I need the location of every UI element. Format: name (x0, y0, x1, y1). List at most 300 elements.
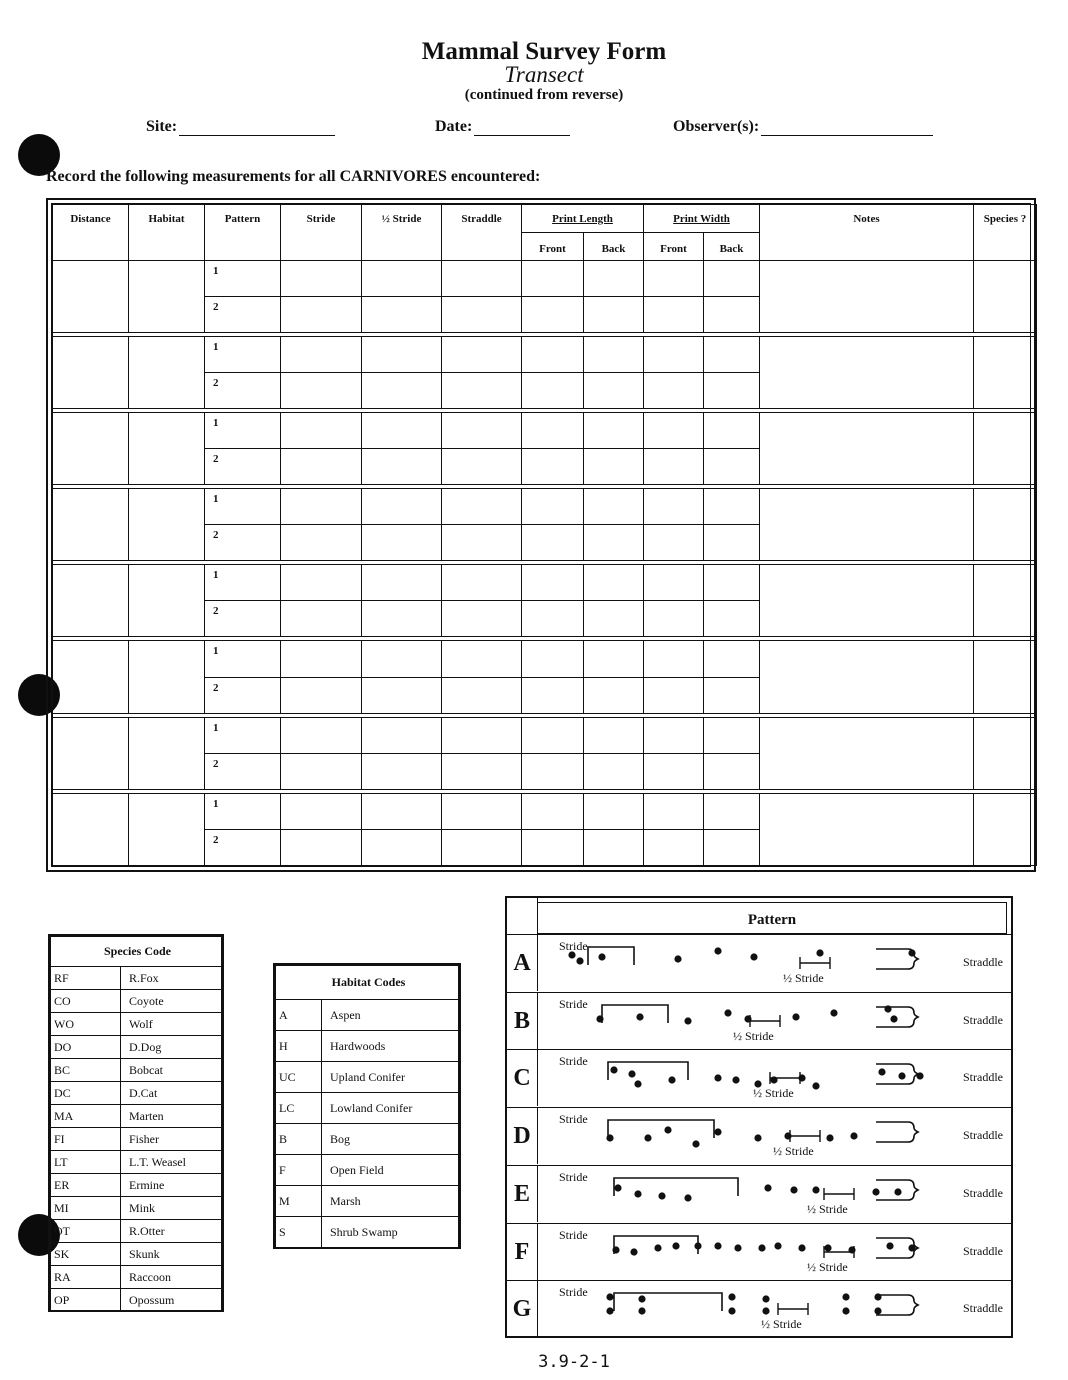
half-stride-cell[interactable] (362, 753, 442, 789)
half-stride-cell[interactable] (362, 337, 442, 373)
track-dot (898, 1073, 905, 1080)
length-front-cell[interactable] (522, 373, 584, 409)
width-back-cell[interactable] (704, 717, 760, 753)
half-stride-cell[interactable] (362, 677, 442, 713)
habitat-cell[interactable] (129, 793, 205, 865)
track-dot (816, 949, 823, 956)
stride-label: Stride (559, 939, 588, 953)
width-front-cell[interactable] (644, 601, 704, 637)
width-front-cell[interactable] (644, 829, 704, 865)
length-front-cell[interactable] (522, 337, 584, 373)
half-stride-label: ½ Stride (733, 1028, 774, 1043)
track-dot (644, 1134, 651, 1141)
stride-cell[interactable] (281, 525, 362, 561)
stride-cell[interactable] (281, 337, 362, 373)
stride-cell[interactable] (281, 261, 362, 297)
half-stride-bracket (800, 957, 830, 969)
species-cell[interactable] (974, 641, 1037, 713)
pattern-row (507, 1280, 1011, 1337)
name-cell: Upland Conifer (322, 1062, 459, 1093)
species-cell[interactable] (974, 337, 1037, 409)
header-pattern: Pattern (205, 205, 281, 261)
track-dot (734, 1244, 741, 1251)
straddle-cell[interactable] (442, 565, 522, 601)
notes-cell[interactable] (760, 717, 974, 789)
code-cell: SK (51, 1243, 121, 1266)
habitat-cell[interactable] (129, 413, 205, 485)
pattern-diagram-table (505, 896, 1013, 1338)
track-dot (878, 1069, 885, 1076)
half-stride-cell[interactable] (362, 565, 442, 601)
stride-cell[interactable] (281, 677, 362, 713)
name-cell: Marten (121, 1105, 222, 1128)
track-dot (714, 1075, 721, 1082)
half-stride-cell[interactable] (362, 641, 442, 677)
name-cell: Bog (322, 1124, 459, 1155)
name-cell: Coyote (121, 990, 222, 1013)
width-front-cell[interactable] (644, 565, 704, 601)
stride-cell[interactable] (281, 373, 362, 409)
track-dot (684, 1194, 691, 1201)
half-stride-cell[interactable] (362, 373, 442, 409)
length-front-cell[interactable] (522, 261, 584, 297)
width-back-cell[interactable] (704, 413, 760, 449)
pattern-cell[interactable] (205, 413, 281, 449)
track-dot (654, 1244, 661, 1251)
name-cell: Marsh (322, 1186, 459, 1217)
stride-label: Stride (559, 996, 588, 1011)
length-back-cell[interactable] (584, 525, 644, 561)
half-stride-bracket (778, 1303, 808, 1315)
width-front-cell[interactable] (644, 261, 704, 297)
straddle-cell[interactable] (442, 413, 522, 449)
straddle-cell[interactable] (442, 717, 522, 753)
distance-cell[interactable] (53, 793, 129, 865)
species-code-row (51, 1197, 222, 1220)
width-back-cell[interactable] (704, 489, 760, 525)
width-back-cell[interactable] (704, 565, 760, 601)
track-dot (894, 1188, 901, 1195)
species-cell[interactable] (974, 717, 1037, 789)
pattern-cell[interactable] (205, 641, 281, 677)
length-front-cell[interactable] (522, 601, 584, 637)
length-back-cell[interactable] (584, 337, 644, 373)
half-stride-cell[interactable] (362, 601, 442, 637)
track-dot (614, 1184, 621, 1191)
distance-cell[interactable] (53, 641, 129, 713)
notes-cell[interactable] (760, 489, 974, 561)
stride-label: Stride (559, 1112, 588, 1127)
stride-cell[interactable] (281, 793, 362, 829)
width-back-cell[interactable] (704, 261, 760, 297)
length-back-cell[interactable] (584, 793, 644, 829)
straddle-bracket (876, 1122, 918, 1142)
straddle-cell[interactable] (442, 337, 522, 373)
stride-cell[interactable] (281, 601, 362, 637)
pattern-cell[interactable] (205, 373, 281, 409)
distance-cell[interactable] (53, 489, 129, 561)
track-dot (728, 1294, 735, 1301)
length-back-cell[interactable] (584, 641, 644, 677)
track-dot (636, 1013, 643, 1020)
length-back-cell[interactable] (584, 829, 644, 865)
straddle-cell[interactable] (442, 601, 522, 637)
width-back-cell[interactable] (704, 337, 760, 373)
length-front-cell[interactable] (522, 829, 584, 865)
straddle-cell[interactable] (442, 677, 522, 713)
half-stride-label: ½ Stride (773, 1144, 814, 1159)
width-front-cell[interactable] (644, 337, 704, 373)
length-front-cell[interactable] (522, 565, 584, 601)
species-code-row (51, 1266, 222, 1289)
pattern-letter: A (507, 935, 538, 991)
width-back-cell[interactable] (704, 601, 760, 637)
pattern-cell[interactable] (205, 677, 281, 713)
straddle-cell[interactable] (442, 829, 522, 865)
distance-cell[interactable] (53, 337, 129, 409)
track-diagram (538, 1224, 938, 1280)
notes-cell[interactable] (760, 413, 974, 485)
name-cell: Bobcat (121, 1059, 222, 1082)
pattern-cell[interactable] (205, 261, 281, 297)
code-cell: MA (51, 1105, 121, 1128)
track-dot (774, 1242, 781, 1249)
distance-cell[interactable] (53, 565, 129, 637)
habitat-code-row (276, 1000, 459, 1031)
width-back-cell[interactable] (704, 525, 760, 561)
length-front-cell[interactable] (522, 641, 584, 677)
page-number: 3.9-2-1 (538, 1352, 610, 1372)
notes-cell[interactable] (760, 793, 974, 865)
habitat-code-row (276, 1155, 459, 1186)
habitat-code-row (276, 1217, 459, 1248)
habitat-cell[interactable] (129, 489, 205, 561)
name-cell: Mink (121, 1197, 222, 1220)
form-subtitle: Transect (504, 62, 584, 87)
row-number: 1 (213, 645, 219, 658)
pattern-letter: E (507, 1166, 538, 1222)
track-dot (714, 1128, 721, 1135)
track-dot (606, 1308, 613, 1315)
header-width-back: Back (704, 233, 760, 261)
distance-cell[interactable] (53, 717, 129, 789)
length-front-cell[interactable] (522, 717, 584, 753)
species-code-row (51, 1128, 222, 1151)
width-front-cell[interactable] (644, 793, 704, 829)
straddle-cell[interactable] (442, 373, 522, 409)
half-stride-label: ½ Stride (807, 1201, 848, 1216)
length-back-cell[interactable] (584, 677, 644, 713)
width-front-cell[interactable] (644, 753, 704, 789)
date-line[interactable] (474, 119, 570, 136)
half-stride-cell[interactable] (362, 793, 442, 829)
habitat-code-row (276, 1093, 459, 1124)
species-code-table (48, 934, 224, 1312)
name-cell: Fisher (121, 1128, 222, 1151)
length-front-cell[interactable] (522, 753, 584, 789)
site-field[interactable] (146, 118, 335, 136)
length-front-cell[interactable] (522, 449, 584, 485)
width-front-cell[interactable] (644, 373, 704, 409)
length-front-cell[interactable] (522, 525, 584, 561)
track-dot (606, 1294, 613, 1301)
width-back-cell[interactable] (704, 753, 760, 789)
track-dot (764, 1184, 771, 1191)
pattern-row (507, 992, 1011, 1049)
length-front-cell[interactable] (522, 677, 584, 713)
track-dot (874, 1308, 881, 1315)
pattern-cell[interactable] (205, 717, 281, 753)
straddle-label: Straddle (963, 1185, 1003, 1200)
stride-bracket (602, 1005, 668, 1023)
pattern-cell[interactable] (205, 337, 281, 373)
code-cell: DO (51, 1036, 121, 1059)
width-back-cell[interactable] (704, 449, 760, 485)
table-row (53, 413, 1037, 449)
code-cell: WO (51, 1013, 121, 1036)
track-dot (634, 1190, 641, 1197)
pattern-cell[interactable] (205, 565, 281, 601)
habitat-cell[interactable] (129, 641, 205, 713)
straddle-cell[interactable] (442, 297, 522, 333)
site-line[interactable] (179, 119, 335, 136)
habitat-code-row (276, 1186, 459, 1217)
length-back-cell[interactable] (584, 489, 644, 525)
track-dot (886, 1242, 893, 1249)
notes-cell[interactable] (760, 641, 974, 713)
pattern-cell[interactable] (205, 449, 281, 485)
species-cell[interactable] (974, 489, 1037, 561)
name-cell: Opossum (121, 1289, 222, 1312)
code-cell: S (276, 1217, 322, 1248)
pattern-cell[interactable] (205, 297, 281, 333)
habitat-code-row (276, 1062, 459, 1093)
pattern-cell[interactable] (205, 829, 281, 865)
code-cell: MI (51, 1197, 121, 1220)
code-cell: UC (276, 1062, 322, 1093)
code-cell: OP (51, 1289, 121, 1312)
stride-cell[interactable] (281, 829, 362, 865)
track-dot (792, 1013, 799, 1020)
half-stride-cell[interactable] (362, 413, 442, 449)
straddle-cell[interactable] (442, 753, 522, 789)
stride-bracket (614, 1293, 722, 1311)
habitat-cell[interactable] (129, 337, 205, 409)
row-number: 2 (213, 453, 219, 466)
half-stride-cell[interactable] (362, 261, 442, 297)
stride-cell[interactable] (281, 641, 362, 677)
pattern-cell[interactable] (205, 489, 281, 525)
straddle-cell[interactable] (442, 525, 522, 561)
length-back-cell[interactable] (584, 753, 644, 789)
width-back-cell[interactable] (704, 641, 760, 677)
length-back-cell[interactable] (584, 717, 644, 753)
row-number: 1 (213, 721, 219, 734)
stride-cell[interactable] (281, 297, 362, 333)
name-cell: L.T. Weasel (121, 1151, 222, 1174)
row-number: 2 (213, 301, 219, 314)
half-stride-label: ½ Stride (753, 1086, 794, 1101)
name-cell: Skunk (121, 1243, 222, 1266)
row-number: 2 (213, 377, 219, 390)
stride-cell[interactable] (281, 717, 362, 753)
species-code-row (51, 990, 222, 1013)
width-front-cell[interactable] (644, 641, 704, 677)
code-cell: RA (51, 1266, 121, 1289)
pattern-cell[interactable] (205, 601, 281, 637)
track-dot (714, 947, 721, 954)
length-front-cell[interactable] (522, 489, 584, 525)
half-stride-cell[interactable] (362, 297, 442, 333)
length-back-cell[interactable] (584, 565, 644, 601)
date-field[interactable] (435, 118, 570, 136)
date-label: Date: (435, 118, 473, 135)
species-cell[interactable] (974, 413, 1037, 485)
observer-line[interactable] (761, 119, 933, 136)
half-stride-cell[interactable] (362, 449, 442, 485)
stride-cell[interactable] (281, 753, 362, 789)
habitat-cell[interactable] (129, 261, 205, 333)
header-straddle: Straddle (442, 205, 522, 261)
name-cell: Raccoon (121, 1266, 222, 1289)
habitat-cell[interactable] (129, 717, 205, 789)
track-dot (576, 957, 583, 964)
width-back-cell[interactable] (704, 793, 760, 829)
track-dot (790, 1186, 797, 1193)
notes-cell[interactable] (760, 337, 974, 409)
table-row (53, 793, 1037, 829)
width-front-cell[interactable] (644, 297, 704, 333)
name-cell: Wolf (121, 1013, 222, 1036)
width-front-cell[interactable] (644, 449, 704, 485)
species-code-row (51, 1082, 222, 1105)
straddle-label: Straddle (963, 1243, 1003, 1258)
track-dot (842, 1308, 849, 1315)
distance-cell[interactable] (53, 261, 129, 333)
site-label: Site: (146, 118, 178, 135)
code-cell: BC (51, 1059, 121, 1082)
track-diagram (538, 1281, 938, 1337)
half-stride-cell[interactable] (362, 717, 442, 753)
straddle-cell[interactable] (442, 641, 522, 677)
header-half-stride: ½ Stride (362, 205, 442, 261)
observer-field[interactable] (673, 118, 933, 136)
pattern-row (507, 1165, 1011, 1222)
name-cell: R.Otter (121, 1220, 222, 1243)
distance-cell[interactable] (53, 413, 129, 485)
track-dot (724, 1009, 731, 1016)
length-back-cell[interactable] (584, 261, 644, 297)
code-cell: ER (51, 1174, 121, 1197)
straddle-label: Straddle (963, 1301, 1003, 1316)
track-dot (610, 1067, 617, 1074)
length-front-cell[interactable] (522, 413, 584, 449)
pattern-row (507, 934, 1011, 991)
species-cell[interactable] (974, 565, 1037, 637)
track-diagram (538, 1108, 938, 1164)
habitat-code-row (276, 1124, 459, 1155)
half-stride-cell[interactable] (362, 525, 442, 561)
species-cell[interactable] (974, 793, 1037, 865)
length-back-cell[interactable] (584, 373, 644, 409)
header-length-back: Back (584, 233, 644, 261)
width-back-cell[interactable] (704, 297, 760, 333)
length-front-cell[interactable] (522, 297, 584, 333)
species-code-row (51, 967, 222, 990)
straddle-cell[interactable] (442, 261, 522, 297)
half-stride-bracket (790, 1130, 820, 1142)
track-dot (658, 1192, 665, 1199)
track-dot (890, 1015, 897, 1022)
pattern-cell[interactable] (205, 793, 281, 829)
name-cell: Hardwoods (322, 1031, 459, 1062)
track-dot (798, 1244, 805, 1251)
stride-cell[interactable] (281, 565, 362, 601)
table-row (53, 489, 1037, 525)
straddle-cell[interactable] (442, 489, 522, 525)
carnivore-measurement-table (46, 198, 1036, 872)
length-back-cell[interactable] (584, 601, 644, 637)
table-row (53, 717, 1037, 753)
track-dot (830, 1009, 837, 1016)
length-back-cell[interactable] (584, 297, 644, 333)
species-code-row (51, 1013, 222, 1036)
track-dot (812, 1186, 819, 1193)
track-dot (674, 955, 681, 962)
stride-label: Stride (559, 1169, 588, 1184)
straddle-cell[interactable] (442, 793, 522, 829)
track-dot (630, 1248, 637, 1255)
length-back-cell[interactable] (584, 449, 644, 485)
length-front-cell[interactable] (522, 793, 584, 829)
width-front-cell[interactable] (644, 525, 704, 561)
width-front-cell[interactable] (644, 413, 704, 449)
pattern-cell[interactable] (205, 525, 281, 561)
pattern-letter: D (507, 1108, 538, 1164)
length-back-cell[interactable] (584, 413, 644, 449)
stride-cell[interactable] (281, 489, 362, 525)
half-stride-cell[interactable] (362, 489, 442, 525)
width-back-cell[interactable] (704, 373, 760, 409)
species-code-row (51, 1036, 222, 1059)
pattern-cell[interactable] (205, 753, 281, 789)
stride-cell[interactable] (281, 413, 362, 449)
width-back-cell[interactable] (704, 677, 760, 713)
half-stride-cell[interactable] (362, 829, 442, 865)
width-front-cell[interactable] (644, 717, 704, 753)
row-number: 2 (213, 757, 219, 770)
habitat-cell[interactable] (129, 565, 205, 637)
width-back-cell[interactable] (704, 829, 760, 865)
stride-cell[interactable] (281, 449, 362, 485)
species-code-row (51, 1289, 222, 1312)
width-front-cell[interactable] (644, 677, 704, 713)
width-front-cell[interactable] (644, 489, 704, 525)
species-cell[interactable] (974, 261, 1037, 333)
code-cell: LT (51, 1151, 121, 1174)
species-code-row (51, 1243, 222, 1266)
pattern-row (507, 1107, 1011, 1164)
header-print-length: Print Length (522, 205, 644, 233)
notes-cell[interactable] (760, 261, 974, 333)
code-cell: H (276, 1031, 322, 1062)
track-dot (850, 1132, 857, 1139)
species-code-row (51, 1220, 222, 1243)
notes-cell[interactable] (760, 565, 974, 637)
stride-bracket (614, 1236, 698, 1254)
straddle-cell[interactable] (442, 449, 522, 485)
straddle-label: Straddle (963, 1012, 1003, 1027)
